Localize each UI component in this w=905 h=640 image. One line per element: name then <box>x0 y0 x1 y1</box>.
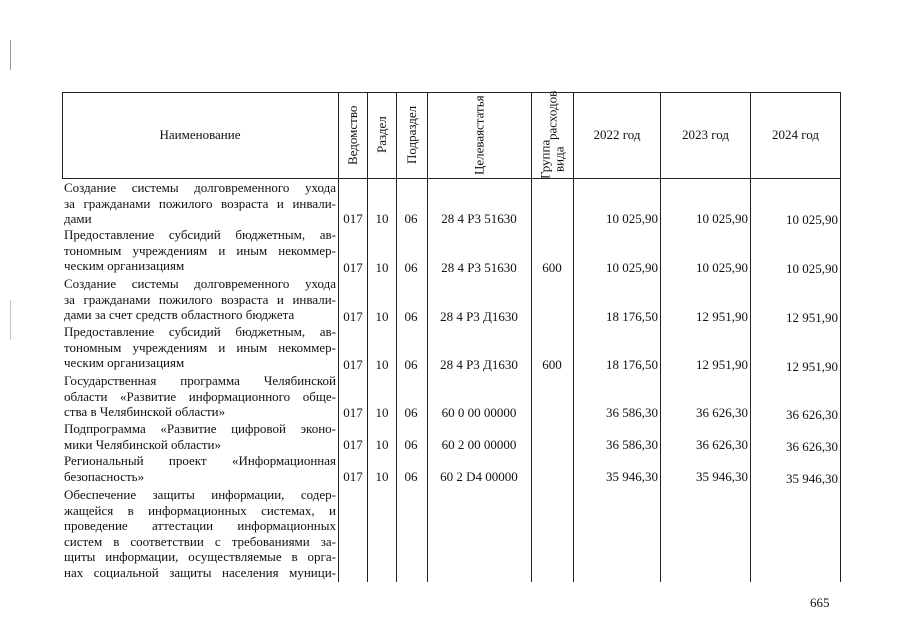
header-gruppa-line1: Группа вида <box>537 140 567 180</box>
cell-celevaya: 60 2 D4 00000 <box>440 469 518 484</box>
cell-2022: 18 176,50 <box>606 357 658 372</box>
header-name: Наименование <box>159 127 241 142</box>
cell-2023: 36 626,30 <box>696 405 748 420</box>
row-name <box>64 487 336 581</box>
cell-2022: 36 586,30 <box>606 437 658 452</box>
name-line: безопасность» <box>64 468 145 484</box>
name-line: Предоставление субсидий бюджетным, ав- <box>64 227 336 242</box>
name-line: Обеспечение защиты информации, содер- <box>64 487 336 502</box>
header-celevaya-line2: статья <box>471 95 487 130</box>
name-line: ческим организациям <box>64 355 185 371</box>
cell-2024: 35 946,30 <box>786 471 838 486</box>
cell-razdel: 10 <box>375 437 389 452</box>
cell-2024: 10 025,90 <box>786 212 838 227</box>
cell-2024: 12 951,90 <box>786 310 838 325</box>
row-name <box>64 453 336 484</box>
header-2022: 2022 год <box>593 127 641 142</box>
cell-2022: 10 025,90 <box>606 211 658 226</box>
cell-2022: 36 586,30 <box>606 405 658 420</box>
name-line: области «Развитие информационного обще- <box>64 388 336 404</box>
name-line: Региональный проект «Информационная <box>64 453 336 468</box>
scan-edge-mark <box>10 300 11 340</box>
header-bottom-border <box>62 178 840 179</box>
name-line: Государственная программа Челябинской <box>64 373 336 388</box>
cell-ved: 017 <box>343 309 363 324</box>
name-line: ства в Челябинской области» <box>64 404 226 420</box>
header-celevaya-line1: Целевая <box>471 129 487 175</box>
cell-podrazdel: 06 <box>404 260 418 275</box>
name-line: за гражданами пожилого возраста и инвали- <box>64 195 336 211</box>
cell-ved: 017 <box>343 211 363 226</box>
cell-celevaya: 60 2 00 00000 <box>441 437 517 452</box>
cell-2023: 10 025,90 <box>696 211 748 226</box>
cell-razdel: 10 <box>375 211 389 226</box>
name-line: Создание системы долговременного ухода <box>64 276 336 291</box>
cell-podrazdel: 06 <box>404 211 418 226</box>
name-line: Создание системы долговременного ухода <box>64 180 336 195</box>
name-line: Предоставление субсидий бюджетным, ав- <box>64 324 336 339</box>
header-celevaya <box>428 94 531 176</box>
name-line: мики Челябинской области» <box>64 436 222 452</box>
cell-2023: 36 626,30 <box>696 437 748 452</box>
header-2024: 2024 год <box>772 127 819 142</box>
cell-2024: 36 626,30 <box>786 439 838 454</box>
row-name <box>64 227 336 274</box>
cell-celevaya: 60 0 00 00000 <box>441 405 517 420</box>
cell-2022: 18 176,50 <box>606 309 658 324</box>
cell-podrazdel: 06 <box>404 437 418 452</box>
cell-ved: 017 <box>343 469 363 484</box>
name-line: тономным учреждениям и иным некоммер- <box>64 242 336 258</box>
name-line: щиты информации, осуществляемые в орга- <box>64 549 336 565</box>
row-name <box>64 324 336 371</box>
page-number: 665 <box>810 595 830 610</box>
name-line: проведение аттестации информационных <box>64 518 336 534</box>
cell-gruppa: 600 <box>542 260 562 275</box>
cell-celevaya: 28 4 P3 51630 <box>441 260 517 275</box>
cell-podrazdel: 06 <box>404 309 418 324</box>
cell-podrazdel: 06 <box>404 405 418 420</box>
name-line: дами <box>64 211 92 227</box>
scan-edge-mark <box>10 40 11 70</box>
cell-ved: 017 <box>343 405 363 420</box>
cell-2023: 10 025,90 <box>696 260 748 275</box>
name-line: Подпрограмма «Развитие цифровой эконо- <box>64 421 336 436</box>
name-line: жащейся в информационных системах, и <box>64 502 336 518</box>
cell-2022: 10 025,90 <box>606 260 658 275</box>
cell-2022: 35 946,30 <box>606 469 658 484</box>
header-podrazdel: Подраздел <box>404 105 419 165</box>
cell-celevaya: 28 4 P3 Д1630 <box>440 357 518 372</box>
row-name <box>64 373 336 420</box>
cell-razdel: 10 <box>375 469 389 484</box>
row-name <box>64 276 336 323</box>
cell-celevaya: 28 4 P3 Д1630 <box>440 309 518 324</box>
name-line: дами за счет средств областного бюджета <box>64 307 295 323</box>
cell-razdel: 10 <box>375 357 389 372</box>
cell-2024: 12 951,90 <box>786 359 838 374</box>
header-ved: Ведомство <box>345 105 360 165</box>
name-line: за гражданами пожилого возраста и инвали- <box>64 291 336 307</box>
cell-podrazdel: 06 <box>404 469 418 484</box>
cell-2023: 12 951,90 <box>696 357 748 372</box>
cell-razdel: 10 <box>375 260 389 275</box>
cell-2024: 10 025,90 <box>786 261 838 276</box>
name-line: тономным учреждениям и иным некоммер- <box>64 339 336 355</box>
cell-razdel: 10 <box>375 309 389 324</box>
header-2023: 2023 год <box>682 127 729 142</box>
cell-ved: 017 <box>343 437 363 452</box>
header-razdel: Раздел <box>374 116 389 154</box>
cell-podrazdel: 06 <box>404 357 418 372</box>
row-name <box>64 421 336 452</box>
cell-ved: 017 <box>343 260 363 275</box>
col-border <box>840 92 841 582</box>
header-gruppa-line2: расходов <box>544 90 560 141</box>
cell-gruppa: 600 <box>542 357 562 372</box>
cell-ved: 017 <box>343 357 363 372</box>
name-line: нах социальной защиты населения муници- <box>64 564 336 580</box>
cell-2024: 36 626,30 <box>786 407 838 422</box>
cell-2023: 35 946,30 <box>696 469 748 484</box>
cell-celevaya: 28 4 P3 51630 <box>441 211 517 226</box>
header-gruppa <box>532 90 573 180</box>
cell-2023: 12 951,90 <box>696 309 748 324</box>
row-name <box>64 180 336 227</box>
name-line: систем в соответствии с требованиями за- <box>64 533 336 549</box>
name-line: ческим организациям <box>64 258 185 274</box>
cell-razdel: 10 <box>375 405 389 420</box>
